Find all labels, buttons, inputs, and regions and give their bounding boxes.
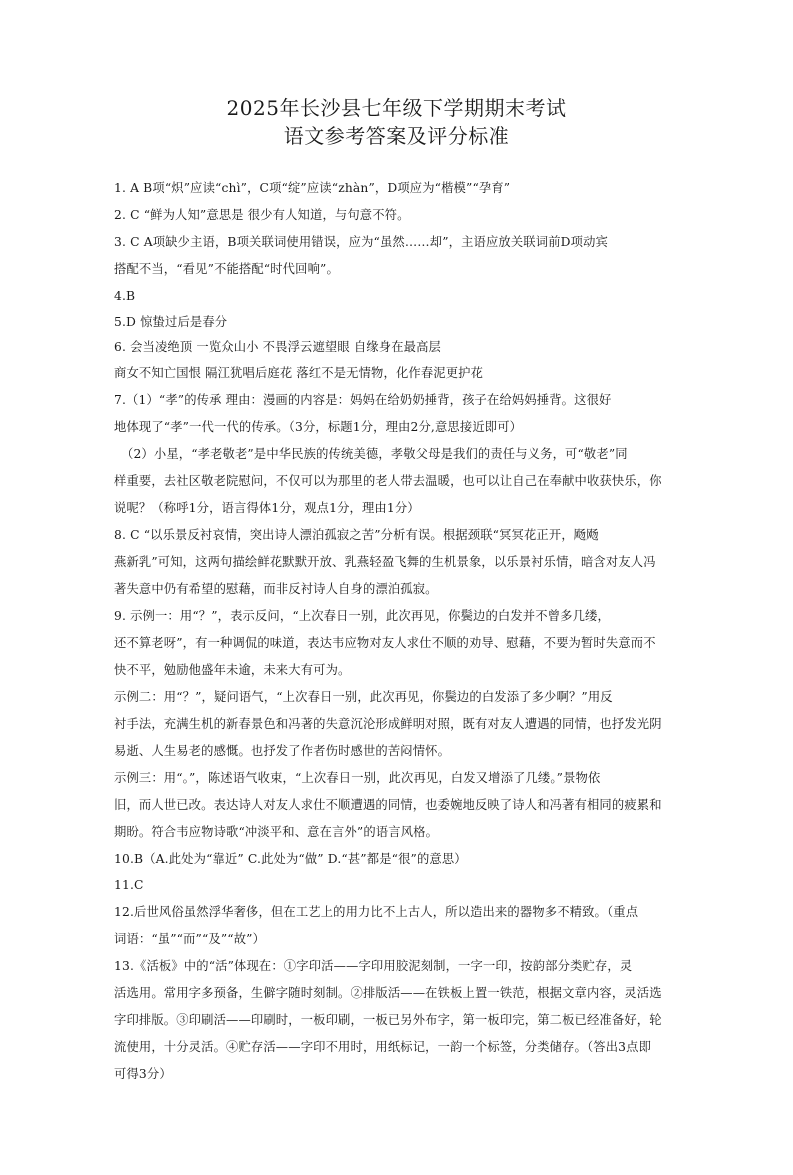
answer-line: 10.B（A.此处为“靠近” C.此处为“做” D.“甚”都是“很”的意思） [114, 852, 467, 866]
answer-line: 13.《活板》中的“活”体现在：①字印活——字印用胶泥刻制，一字一印，按韵部分类贮存，灵 [114, 959, 633, 973]
answer-line: 地体现了“孝”一代一代的传承。（3分，标题1分，理由2分,意思接近即可） [114, 420, 523, 434]
answer-line: 旧，而人世已改。表达诗人对友人求仕不顺遭遇的同情，也委婉地反映了诗人和冯著有相同的疲累和 [114, 798, 662, 812]
answer-line: 活选用。常用字多预备，生僻字随时刻制。②排版活——在铁板上置一铁范，根据文章内容，灵活选 [114, 986, 662, 1000]
answer-line: 快不平，勉励他盛年未逾，未来大有可为。 [114, 663, 351, 677]
answer-line: 4.B [114, 289, 136, 303]
answer-line: 易逝、人生易老的感慨。也抒发了作者伤时感世的苦闷情怀。 [114, 744, 451, 758]
page-title: 2025年长沙县七年级下学期期末考试 [226, 96, 567, 120]
answer-line: 9. 示例一：用“？”，表示反问，“上次春日一别，此次再见，你鬓边的白发并不曾多几缕， [114, 609, 610, 623]
answer-line: 6. 会当凌绝顶 一览众山小 不畏浮云遮望眼 自缘身在最高层 [114, 340, 441, 354]
answer-line: 商女不知亡国恨 隔江犹唱后庭花 落红不是无情物，化作春泥更护花 [114, 366, 484, 380]
answer-line: 还不算老呀”，有一种调侃的味道，表达韦应物对友人求仕不顺的劝导、慰藉，不要为暂时失意而不 [114, 636, 656, 650]
page-subtitle: 语文参考答案及评分标准 [283, 124, 510, 148]
answer-line: 5.D 惊蛰过后是春分 [114, 315, 228, 329]
answer-line: 8. C “以乐景反衬哀情，突出诗人漂泊孤寂之苦”分析有误。根据颈联“冥冥花正开，飏飏 [114, 528, 599, 542]
answer-line: 搭配不当，“看见”不能搭配“时代回响”。 [114, 262, 339, 276]
answer-line: 7.（1）“孝”的传承 理由：漫画的内容是：妈妈在给奶奶捶背，孩子在给妈妈捶背。这很好 [114, 393, 612, 407]
answer-line: 流使用，十分灵活。④贮存活——字印不用时，用纸标记，一韵一个标签，分类储存。（答出3点即 [114, 1040, 652, 1054]
answer-line: 燕新乳”可知，这两句描绘鲜花默默开放、乳燕轻盈飞舞的生机景象，以乐景衬乐情，暗含对友人冯 [114, 555, 656, 569]
answer-line: 12.后世风俗虽然浮华奢侈，但在工艺上的用力比不上古人，所以造出来的器物多不精致。（重点 [114, 905, 639, 919]
answer-line: 11.C [114, 878, 144, 892]
answer-line: （2）小星，“孝老敬老”是中华民族的传统美德，孝敬父母是我们的责任与义务，可“敬老”同 [121, 447, 628, 461]
answer-line: 3. C A项缺少主语，B项关联词使用错误，应为“虽然……却”，主语应放关联词前D项动宾 [114, 235, 609, 249]
answer-line: 样重要，去社区敬老院慰问，不仅可以为那里的老人带去温暖，也可以让自己在奉献中收获快乐，你 [114, 474, 662, 488]
answer-line: 词语：“虽”“而”“及”“故”） [114, 932, 266, 946]
answer-line: 示例三：用“。”，陈述语气收束，“上次春日一别，此次再见，白发又增添了几缕。”景物依 [114, 771, 601, 785]
answer-line: 1. A B项“炽”应读“chì”，C项“绽”应读“zhàn”，D项应为“楷模”“孕育” [114, 181, 511, 195]
answer-line: 字印排版。③印刷活——印刷时，一板印刷，一板已另外布字，第一板印完，第二板已经准备好，轮 [114, 1013, 662, 1027]
answer-line: 说呢？（称呼1分，语言得体1分，观点1分，理由1分） [114, 501, 420, 515]
answer-line: 著失意中仍有希望的慰藉，而非反衬诗人自身的漂泊孤寂。 [114, 582, 438, 596]
answer-line: 期盼。符合韦应物诗歌“冲淡平和、意在言外”的语言风格。 [114, 825, 439, 839]
answer-line: 衬手法，充满生机的新春景色和冯著的失意沉沦形成鲜明对照，既有对友人遭遇的同情，也抒发光阴 [114, 717, 662, 731]
answer-line: 2. C “鲜为人知”意思是 很少有人知道，与句意不符。 [114, 208, 410, 222]
answer-line: 可得3分） [114, 1067, 172, 1081]
answer-line: 示例二：用“？”，疑问语气，“上次春日一别，此次再见，你鬓边的白发添了多少啊？”用反 [114, 690, 613, 704]
